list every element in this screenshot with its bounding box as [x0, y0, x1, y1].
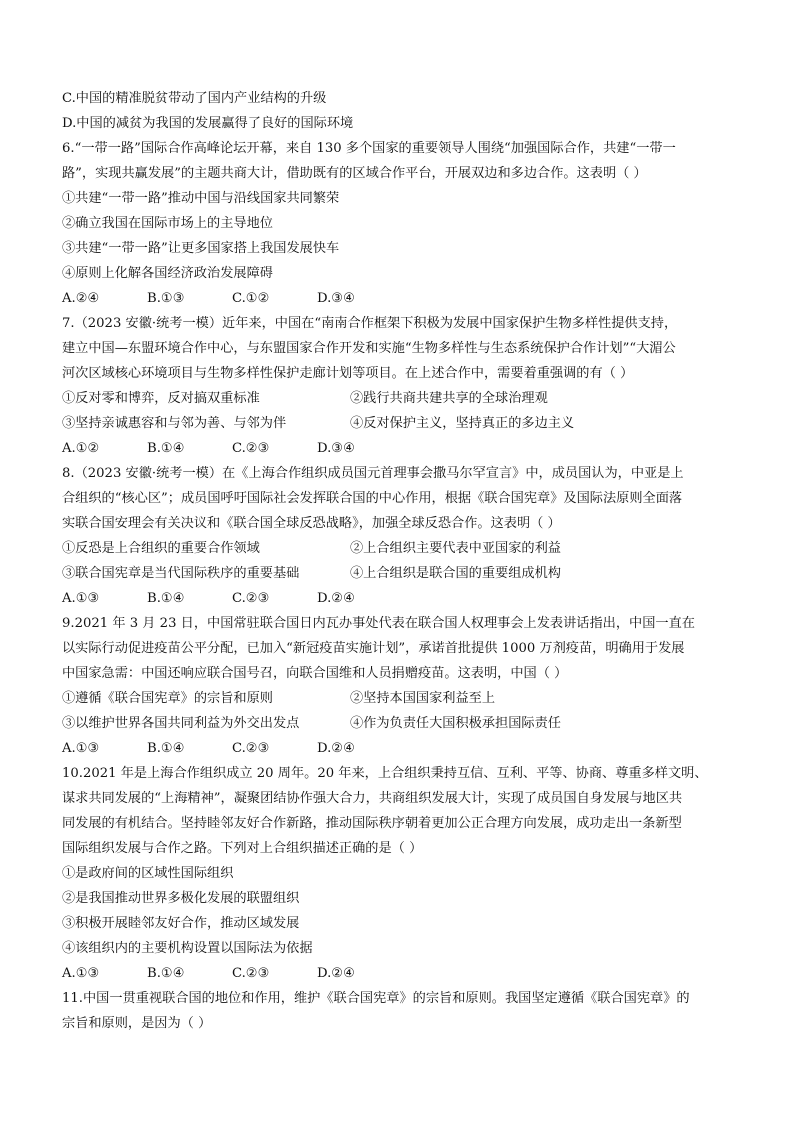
option-c: C.中国的精准脱贫带动了国内产业结构的升级: [62, 91, 327, 106]
choice-d: D.②④: [317, 741, 355, 756]
question-stem: 路”，实现共赢发展”的主题共商大计，借助既有的区域合作平台，开展双边和多边合作。这表明（ ）: [62, 166, 647, 181]
choice-d: D.③④: [317, 291, 355, 306]
statement-item: ③以维护世界各国共同利益为外交出发点: [62, 716, 300, 731]
statement-item: ③坚持亲诚惠容和与邻为善、与邻为伴: [62, 416, 287, 431]
choice-c: C.②③: [232, 591, 270, 606]
statement-row: [62, 411, 742, 436]
choice-b: B.①③: [147, 291, 185, 306]
choice-b: B.①④: [147, 966, 185, 981]
question-stem: 以实际行动促进疫苗公平分配，已加入“新冠疫苗实施计划”，承诺首批提供 1000 万剂疫苗，明确用于发展: [62, 641, 685, 656]
choice-b: B.①④: [147, 441, 185, 456]
question-stem: 合组织的“核心区”；成员国呼吁国际社会发挥联合国的中心作用，根据《联合国宪章》及国际法原则全面落: [62, 491, 683, 506]
answer-choices: [62, 586, 742, 611]
statement-item: ②上合组织主要代表中亚国家的利益: [350, 541, 561, 556]
statement-item: ①反对零和博弈，反对搞双重标准: [62, 391, 260, 406]
statement-row: [62, 386, 742, 411]
choice-d: D.③④: [317, 441, 355, 456]
question-stem: 实联合国安理会有关决议和《联合国全球反恐战略》，加强全球反恐合作。这表明（ ）: [62, 516, 561, 531]
choice-c: C.②③: [232, 441, 270, 456]
choice-d: D.②④: [317, 591, 355, 606]
statement-item: ④原则上化解各国经济政治发展障碍: [62, 266, 273, 281]
question-stem: 6.“一带一路”国际合作高峰论坛开幕，来自 130 多个国家的重要领导人围绕“加强国际合作，共建“一带一: [62, 141, 676, 156]
question-stem: 7.（2023 安徽·统考一模）近年来，中国在“南南合作框架下积极为发展中国家保护生物多样性提供支持，: [62, 316, 678, 331]
exam-page: [62, 86, 742, 1036]
answer-choices: [62, 286, 742, 311]
statement-item: ③联合国宪章是当代国际秩序的重要基础: [62, 566, 300, 581]
choice-d: D.②④: [317, 966, 355, 981]
question-9: [62, 611, 742, 761]
question-6: [62, 136, 742, 311]
option-d: D.中国的减贫为我国的发展赢得了良好的国际环境: [62, 116, 354, 131]
statement-item: ③积极开展睦邻友好合作，推动区域发展: [62, 916, 300, 931]
question-stem: 11.中国一贯重视联合国的地位和作用，维护《联合国宪章》的宗旨和原则。我国坚定遵循《联合国宪章》的: [62, 991, 690, 1006]
question-8: [62, 461, 742, 611]
question-stem: 8.（2023 安徽·统考一模）在《上海合作组织成员国元首理事会撒马尔罕宣言》中，成员国认为，中亚是上: [62, 466, 684, 481]
choice-b: B.①④: [147, 741, 185, 756]
choice-a: A.①②: [62, 441, 100, 456]
choice-c: C.①②: [232, 291, 270, 306]
statement-item: ①共建“一带一路”推动中国与沿线国家共同繁荣: [62, 191, 340, 206]
statement-row: [62, 711, 742, 736]
question-stem: 宗旨和原则，是因为（ ）: [62, 1016, 212, 1031]
statement-item: ①反恐是上合组织的重要合作领域: [62, 541, 260, 556]
question-stem: 谋求共同发展的“上海精神”，凝聚团结协作强大合力，共商组织发展大计，实现了成员国自身发展与地区共: [62, 791, 683, 806]
statement-item: ④上合组织是联合国的重要组成机构: [350, 566, 561, 581]
statement-item: ③共建“一带一路”让更多国家搭上我国发展快车: [62, 241, 340, 256]
answer-choices: [62, 436, 742, 461]
question-7: [62, 311, 742, 461]
choice-a: A.①③: [62, 591, 100, 606]
statement-item: ④该组织内的主要机构设置以国际法为依据: [62, 941, 313, 956]
question-stem: 10.2021 年是上海合作组织成立 20 周年。20 年来，上合组织秉持互信、互利、平等、协商、尊重多样文明、: [62, 766, 708, 781]
statement-item: ①是政府间的区域性国际组织: [62, 866, 234, 881]
question-10: [62, 761, 742, 986]
previous-question-options: [62, 86, 742, 136]
question-stem: 9.2021 年 3 月 23 日，中国常驻联合国日内瓦办事处代表在联合国人权理事会上发表讲话指出，中国一直在: [62, 616, 695, 631]
question-stem: 建立中国—东盟环境合作中心，与东盟国家合作开发和实施“生物多样性与生态系统保护合作计划”“大湄公: [62, 341, 676, 356]
question-stem: 中国家急需：中国还响应联合国号召，向联合国维和人员捐赠疫苗。这表明，中国（ ）: [62, 666, 568, 681]
choice-a: A.②④: [62, 291, 100, 306]
choice-b: B.①④: [147, 591, 185, 606]
question-stem: 国际组织发展与合作之路。下列对上合组织描述正确的是（ ）: [62, 841, 423, 856]
statement-item: ②是我国推动世界多极化发展的联盟组织: [62, 891, 300, 906]
answer-choices: [62, 736, 742, 761]
choice-c: C.②③: [232, 966, 270, 981]
question-stem: 同发展的有机结合。坚持睦邻友好合作新路，推动国际秩序朝着更加公正合理方向发展，成功走出一条新型: [62, 816, 682, 831]
statement-item: ④作为负责任大国积极承担国际责任: [350, 716, 561, 731]
statement-item: ④反对保护主义，坚持真正的多边主义: [350, 416, 575, 431]
statement-row: [62, 561, 742, 586]
statement-item: ①遵循《联合国宪章》的宗旨和原则: [62, 691, 273, 706]
choice-a: A.①③: [62, 966, 100, 981]
answer-choices: [62, 961, 742, 986]
question-stem: 河次区域核心环境项目与生物多样性保护走廊计划等项目。在上述合作中，需要着重强调的有（ ）: [62, 366, 634, 381]
statement-item: ②践行共商共建共享的全球治理观: [350, 391, 548, 406]
statement-item: ②确立我国在国际市场上的主导地位: [62, 216, 273, 231]
choice-a: A.①③: [62, 741, 100, 756]
statement-row: [62, 686, 742, 711]
question-11: [62, 986, 742, 1036]
statement-item: ②坚持本国国家利益至上: [350, 691, 496, 706]
choice-c: C.②③: [232, 741, 270, 756]
statement-row: [62, 536, 742, 561]
